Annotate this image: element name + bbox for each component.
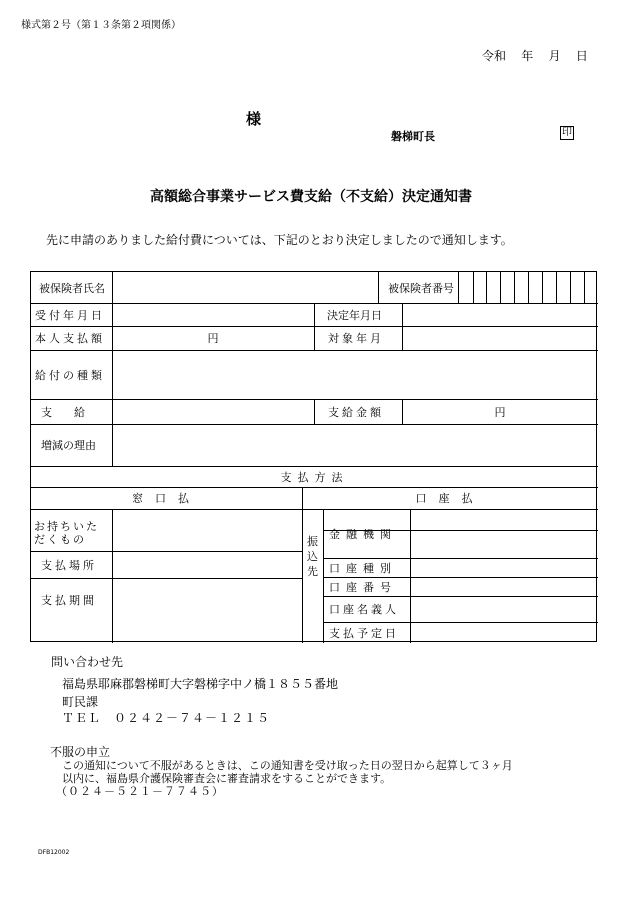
account-type-label: 口座種別 xyxy=(329,561,397,575)
reason-label: 増減の理由 xyxy=(41,439,96,452)
date-day: 日 xyxy=(575,49,588,63)
insured-number-label: 被保険者番号 xyxy=(388,281,454,295)
issuer-name: 磐梯町長 xyxy=(391,130,435,143)
col-line xyxy=(314,303,315,350)
col-line xyxy=(528,272,529,303)
row-line xyxy=(31,578,302,579)
col-line xyxy=(514,272,515,303)
row-line xyxy=(31,424,598,425)
transfer-char-1: 振 xyxy=(307,535,318,548)
document-title: 高額総合事業サービス費支給（不支給）決定通知書 xyxy=(150,189,472,205)
appeal-text-line-2: 以内に、福島県介護保険審査会に審査請求をすることができます。 xyxy=(62,772,392,785)
benefit-type-label: 給付の種類 xyxy=(35,368,105,382)
bring-items-label xyxy=(34,520,99,546)
col-line xyxy=(410,509,411,643)
col-line xyxy=(556,272,557,303)
col-line xyxy=(314,399,315,424)
transfer-char-2: 込 xyxy=(307,550,318,563)
account-number-label: 口座番号 xyxy=(329,580,397,594)
lead-text: 先に申請のありました給付費については、下記のとおり決定しましたので通知します。 xyxy=(46,233,513,247)
row-line xyxy=(31,350,598,351)
transfer-destination-label xyxy=(307,534,318,579)
decision-date-label: 決定年月日 xyxy=(327,308,382,322)
insured-name-label: 被保険者氏名 xyxy=(39,281,105,295)
contact-department: 町民課 xyxy=(62,695,99,709)
self-pay-yen: 円 xyxy=(207,332,219,345)
col-line xyxy=(584,272,585,303)
self-pay-label: 本人支払額 xyxy=(35,332,105,345)
contact-heading: 問い合わせ先 xyxy=(51,655,124,669)
received-date-label: 受付年月日 xyxy=(35,308,105,322)
payment-method-header: 支払方法 xyxy=(280,470,349,484)
appeal-telephone: （０２４－５２１－７７４５） xyxy=(56,785,224,798)
seal-mark: 印 xyxy=(562,127,572,138)
bring-items-line-2: だくもの xyxy=(34,533,86,546)
appeal-text-line-1: この通知について不服があるときは、この通知書を受け取った日の翌日から起算して３ヶ月 xyxy=(62,759,513,772)
row-line xyxy=(31,509,598,510)
bring-items-line-1: お持ちいた xyxy=(34,520,99,533)
target-month-label: 対象年月 xyxy=(328,332,384,345)
appeal-heading: 不服の申立 xyxy=(50,745,111,759)
payment-label: 支 給 xyxy=(41,405,85,419)
contact-telephone: ＴＥＬ ０２４２－７４－１２１５ xyxy=(62,711,271,725)
payment-amount-label: 支給金額 xyxy=(328,405,384,419)
date-month: 月 xyxy=(548,49,561,63)
counter-payment-header: 窓口払 xyxy=(132,492,201,505)
scheduled-date-label: 支払予定日 xyxy=(329,626,399,640)
issue-date xyxy=(482,47,588,64)
date-era: 令和 xyxy=(482,49,507,63)
col-line xyxy=(486,272,487,303)
transfer-char-3: 先 xyxy=(307,565,318,578)
pay-period-label: 支払期間 xyxy=(41,594,97,607)
col-line xyxy=(458,272,459,303)
account-payment-header: 口座払 xyxy=(415,492,485,505)
col-line xyxy=(112,303,113,399)
date-year: 年 xyxy=(521,49,534,63)
decision-form-table xyxy=(30,271,597,642)
col-line xyxy=(473,272,474,303)
col-line xyxy=(112,272,113,303)
bank-label: 金融機関 xyxy=(329,527,397,541)
col-line xyxy=(402,303,403,350)
col-line xyxy=(570,272,571,303)
account-holder-label: 口座名義人 xyxy=(329,603,399,616)
payment-amount-yen: 円 xyxy=(494,405,506,419)
recipient-honorific: 様 xyxy=(246,110,262,128)
col-line xyxy=(112,399,113,466)
document-code: DFB12002 xyxy=(38,849,70,856)
pay-place-label: 支払場所 xyxy=(41,558,97,572)
contact-address: 福島県耶麻郡磐梯町大字磐梯字中ノ橋１８５５番地 xyxy=(62,677,339,691)
form-number: 様式第２号（第１３条第２項関係） xyxy=(21,20,181,31)
col-line xyxy=(542,272,543,303)
col-line xyxy=(323,509,324,643)
col-line xyxy=(378,272,379,303)
col-line xyxy=(500,272,501,303)
col-line xyxy=(302,487,303,643)
col-line xyxy=(112,509,113,643)
